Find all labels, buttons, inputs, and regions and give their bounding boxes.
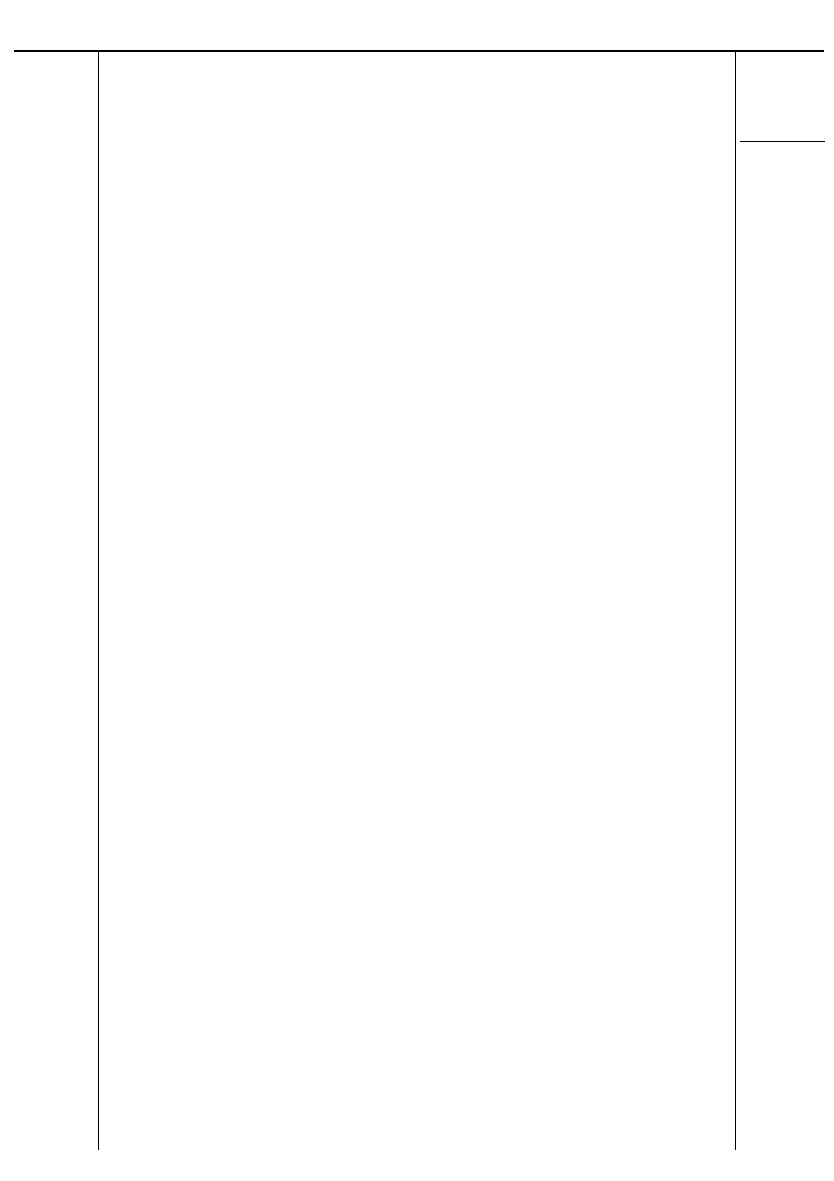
tosfot-title	[740, 138, 825, 142]
right-margin-divider	[735, 50, 736, 1150]
header-rule	[14, 50, 824, 52]
gemara-column	[262, 95, 502, 435]
tosafot-inner-column	[104, 55, 254, 435]
rashi-bottom-block	[104, 1045, 730, 1140]
page-title	[260, 10, 590, 50]
left-margin-divider	[98, 50, 99, 1150]
ein-mishpat-column	[740, 55, 825, 135]
masoret-column	[16, 55, 96, 1145]
tosfot-column	[740, 138, 825, 1148]
gemara-wide-block	[104, 440, 730, 1040]
